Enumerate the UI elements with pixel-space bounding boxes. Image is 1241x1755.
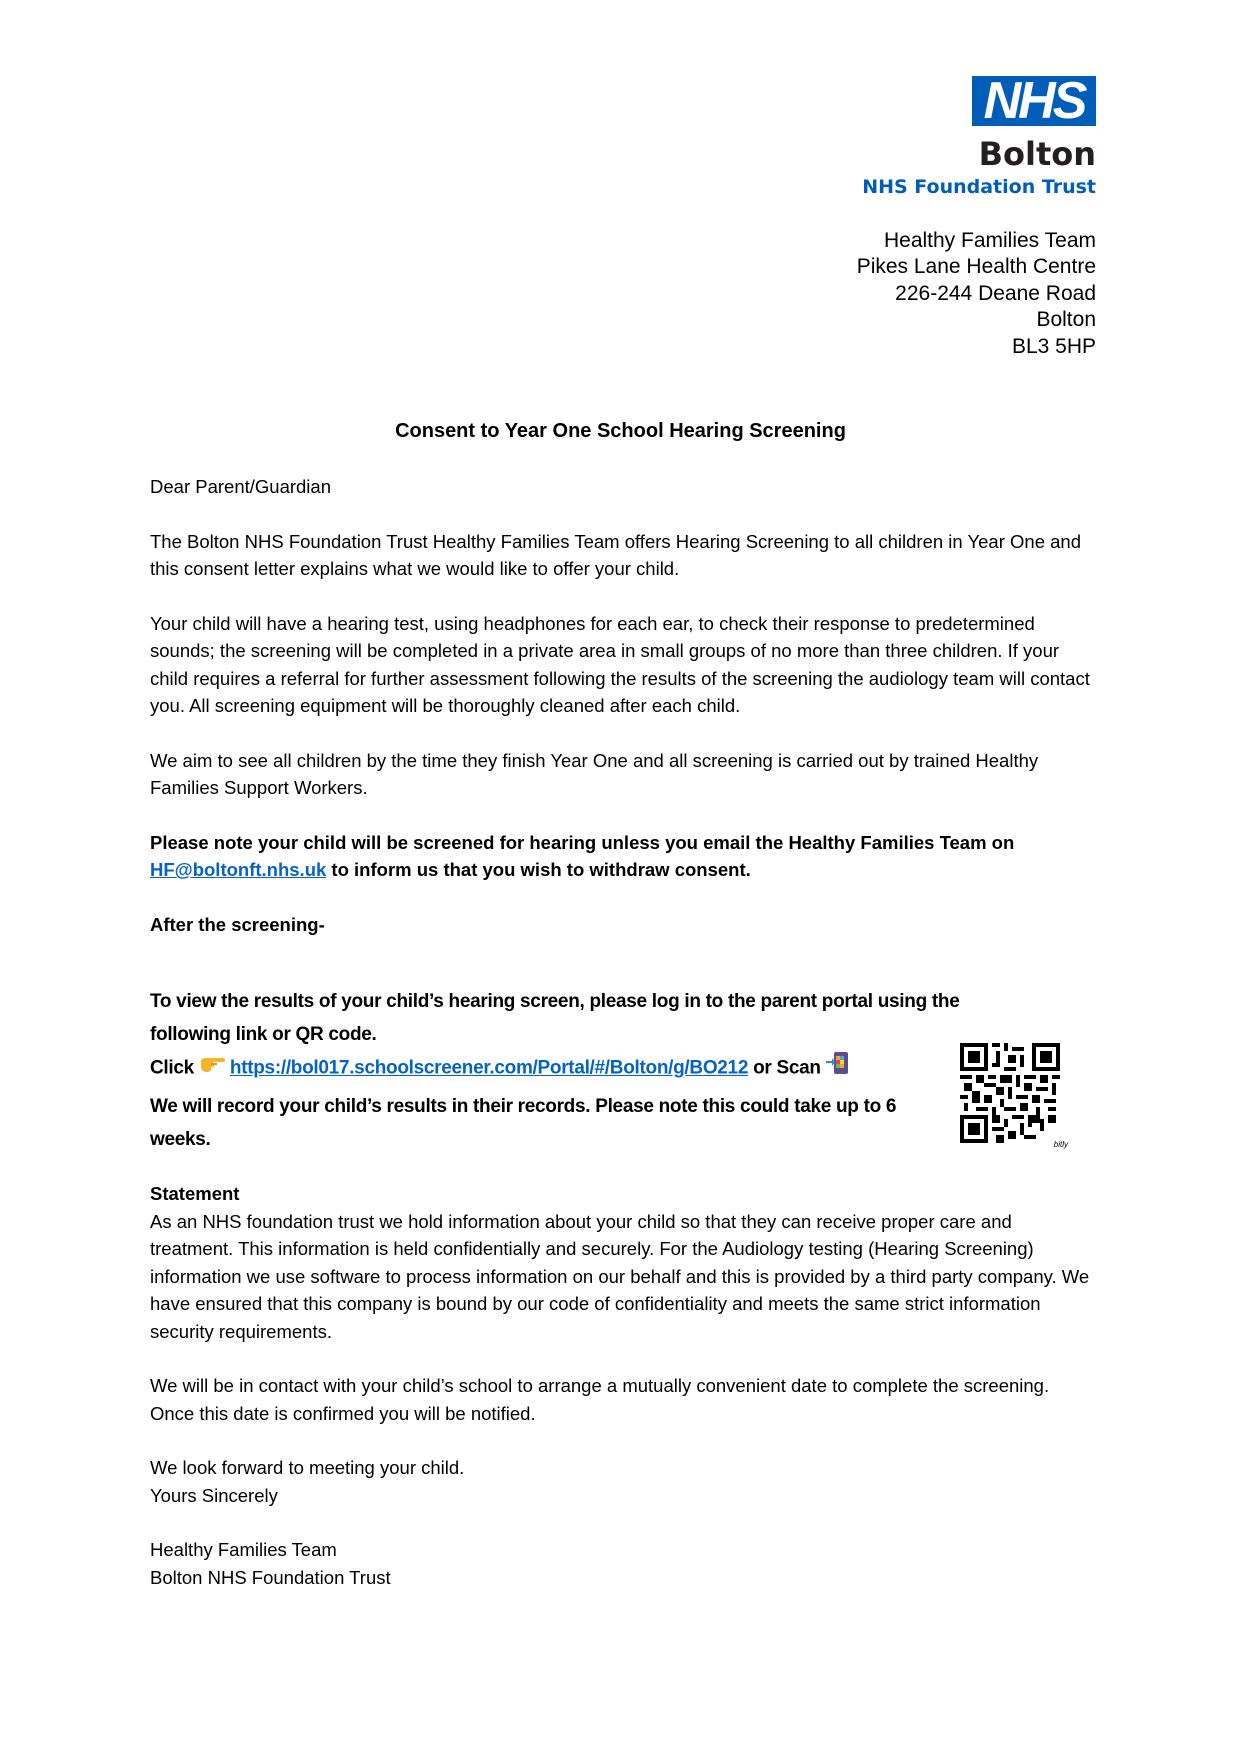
withdraw-consent-notice: Please note your child will be screened for hearing unless you email the Healthy Families Team on HF@boltonft.nhs.uk to inform us that you wish to withdraw consent. xyxy=(150,831,1015,880)
signature-trust: Bolton NHS Foundation Trust xyxy=(150,1566,391,1588)
paragraph-test-details: Your child will have a hearing test, using headphones for each ear, to check their response to predetermined sounds; the screening will be completed in a private area in small groups of no more than three children. If your child requires a referral for further assessment following the results of the screening the audiology team will contact you. All screening equipment will be thoroughly cleaned after each child. xyxy=(150,612,1090,716)
sender-address xyxy=(857,228,1096,360)
letter-body-top xyxy=(150,473,1095,938)
portal-qr-code[interactable] xyxy=(960,1043,1068,1149)
portal-section xyxy=(150,985,1010,1156)
nhs-badge: NHS xyxy=(972,76,1096,126)
sign-off: Yours Sincerely xyxy=(150,1484,278,1506)
mobile-phone-arrow-icon xyxy=(826,1051,850,1086)
paragraph-aim: We aim to see all children by the time they finish Year One and all screening is carried out by trained Healthy Families Support Workers. xyxy=(150,749,1039,798)
address-line: 226-244 Deane Road xyxy=(895,281,1096,305)
contact-paragraph: We will be in contact with your child’s school to arrange a mutually convenient date to complete the screening. Once this date is confirmed you will be notified. xyxy=(150,1375,1050,1424)
address-line: Healthy Families Team xyxy=(883,229,1096,252)
nhs-bolton-logo xyxy=(848,72,1096,201)
paragraph-intro: The Bolton NHS Foundation Trust Healthy Families Team offers Hearing Screening to all children in Year One and this consent letter explains what we would like to offer your child. xyxy=(150,530,1081,579)
letter-title: Consent to Year One School Hearing Screening xyxy=(395,420,846,442)
statement-heading: Statement xyxy=(150,1183,240,1204)
portal-link-line: Click https://bol017.schoolscreener.com/Portal/#/Bolton/g/BO212 or Scan xyxy=(150,1051,1010,1086)
portal-url-link[interactable]: https://bol017.schoolscreener.com/Portal/#/Bolton/g/BO212 xyxy=(229,1057,749,1079)
signature-team: Healthy Families Team xyxy=(150,1539,337,1560)
logo-trust-name: NHS Foundation Trust xyxy=(862,176,1096,198)
pointing-hand-icon xyxy=(199,1052,225,1085)
logo-org-name: Bolton xyxy=(978,135,1096,173)
portal-intro: To view the results of your child’s hearing screen, please log in to the parent portal using the following link or QR code. xyxy=(150,991,960,1045)
address-line: Bolton xyxy=(1036,308,1096,332)
closing-line: We look forward to meeting your child. xyxy=(150,1457,465,1478)
letter-body-bottom xyxy=(150,1180,1095,1591)
records-note: We will record your child’s results in their records. Please note this could take up to 6 weeks. xyxy=(150,1096,897,1150)
address-line: Pikes Lane Health Centre xyxy=(856,255,1096,279)
statement-text: As an NHS foundation trust we hold information about your child so that they can receive proper care and treatment. This information is held confidentially and securely. For the Audiology testing (Hearing Screening) information we use software to process information on our behalf and this is provided by a third party company. We have ensured that this company is bound by our code of confidentiality and meets the same strict information security requirements. xyxy=(150,1210,1090,1342)
qr-caption: bitly xyxy=(1053,1140,1068,1149)
email-link[interactable]: HF@boltonft.nhs.uk xyxy=(150,859,327,880)
after-screening-heading: After the screening- xyxy=(150,913,325,935)
greeting: Dear Parent/Guardian xyxy=(150,476,331,497)
address-line: BL3 5HP xyxy=(1011,334,1096,358)
